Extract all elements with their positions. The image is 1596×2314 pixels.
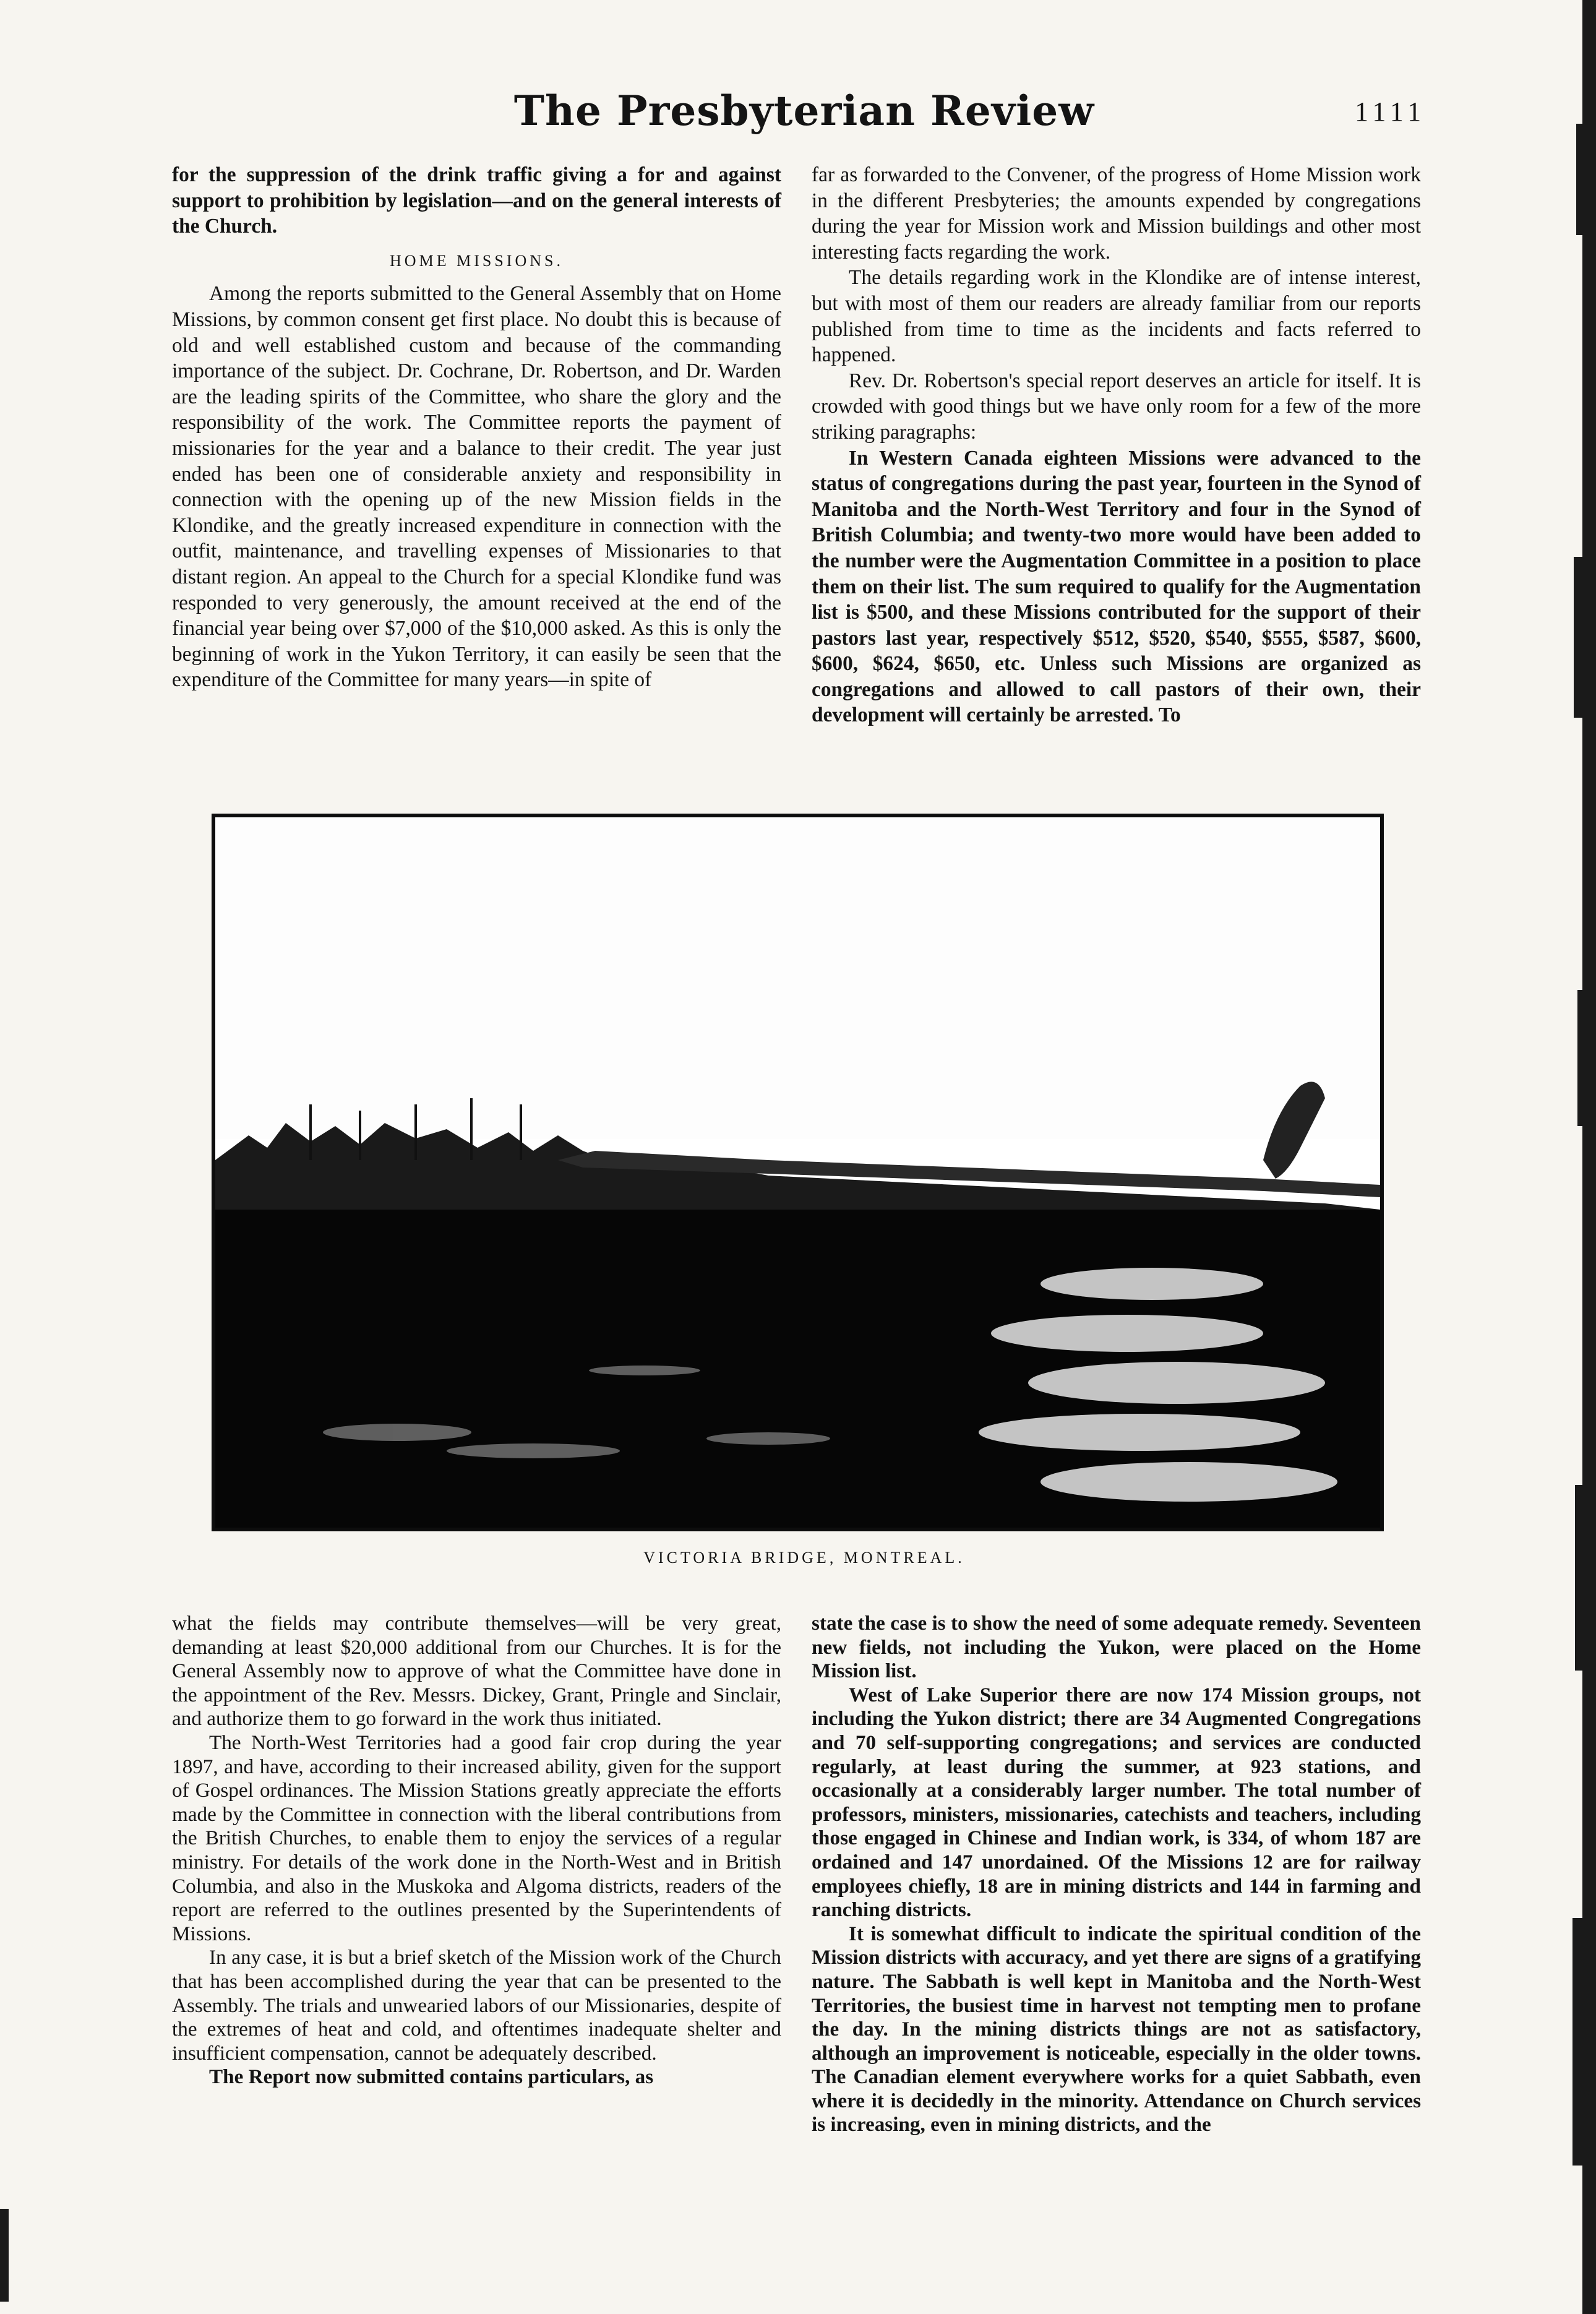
- bridge-photograph: [212, 814, 1384, 1531]
- paragraph: The details regarding work in the Klondike are of intense interest, but with most of them our readers are already familiar from our reports published from time to time as the incidents and facts referred to happened.: [812, 266, 1421, 367]
- paragraph: for the suppression of the drink traffic giving a for and against support to prohibition by legislation—and on the general interests of the Church.: [172, 163, 781, 238]
- column-top-right: [812, 162, 1421, 728]
- scan-edge-left: [0, 2209, 17, 2302]
- column-top-left: [172, 162, 781, 693]
- paragraph: Among the reports submitted to the General Assembly that on Home Missions, by common consent get first place. No doubt this is because of old and well established custom and because of the commanding importance of the subject. Dr. Cochrane, Dr. Robertson, and Dr. Warden are the leading spirits of the Committee, who share the glory and the responsibility of the work. The Committee reports the payment of missionaries for the year and a balance to their credit. The year just ended has been one of considerable anxiety and responsibility in connection with the opening up of the new Mission fields in the Klondike, and the greatly increased expenditure in connection with the outfit, maintenance, and travelling expenses of Missionaries to that distant region. An appeal to the Church for a special Klondike fund was responded to very generously, the amount received at the end of the financial year being over $7,000 of the $10,000 asked. As this is only the beginning of work in the Yukon Territory, it can easily be seen that the expenditure of the Committee for many years—in spite of: [172, 282, 781, 692]
- paragraph: In any case, it is but a brief sketch of the Mission work of the Church that has been accomplished during the year that can be presented to the Assembly. The trials and unwearied labors of our Missionaries, despite of the extremes of heat and cold, and oftentimes inadequate shelter and insufficient compensation, cannot be adequately described.: [172, 1946, 781, 2065]
- paragraph-quote: In Western Canada eighteen Missions were advanced to the status of congregations during the past year, fourteen in the Synod of Manitoba and the North-West Territory and four in the Synod of British Columbia; and twenty-two more would have been added to the number were the Augmentation Committee in a position to place them on their list. The sum required to qualify for the Augmentation list is $500, and these Missions contributed for the support of their pastors last year, respectively $512, $520, $540, $555, $587, $600, $600, $624, $650, etc. Unless such Missions are organized as congregations and allowed to call pastors of their own, their development will certainly be arrested. To: [812, 446, 1421, 727]
- page-number: 1111: [1355, 97, 1427, 127]
- section-heading: HOME MISSIONS.: [390, 251, 564, 270]
- paragraph-quote: It is somewhat difficult to indicate the spiritual condition of the Mission districts with accuracy, and yet there are signs of a gratifying nature. The Sabbath is well kept in Manitoba and the North-West Territories, the busiest time in harvest not tempting men to profane the day. In the mining districts things are not as satisfactory, although an improvement is noticeable, especially in the older towns. The Canadian element everywhere works for a quiet Sabbath, even where it is decidedly in the minority. Attendance on Church services is increasing, even in mining districts, and the: [812, 1922, 1421, 2136]
- paragraph: what the fields may contribute themselves—will be very great, demanding at least $20,000 additional from our Churches. It is for the General Assembly now to approve of what the Committee have done in the appointment of the Rev. Messrs. Dickey, Grant, Pringle and Sinclair, and authorize them to go forward in the work thus initiated.: [172, 1612, 781, 1731]
- masthead: The Presbyterian Review: [513, 87, 1095, 135]
- photo-caption: VICTORIA BRIDGE, MONTREAL.: [643, 1549, 965, 1567]
- paragraph-quote: state the case is to show the need of some adequate remedy. Seventeen new fields, not including the Yukon, were placed on the Home Mission list.: [812, 1612, 1421, 1683]
- column-bottom-left: [172, 1612, 781, 2089]
- scan-edge-right: [1571, 0, 1596, 2314]
- paragraph: The Report now submitted contains particulars, as: [209, 2065, 654, 2089]
- paragraph: Rev. Dr. Robertson's special report deserves an article for itself. It is crowded with good things but we have only room for a few of the more striking paragraphs:: [812, 369, 1421, 444]
- column-bottom-right: [812, 1612, 1421, 2137]
- paragraph: far as forwarded to the Convener, of the progress of Home Mission work in the different Presbyteries; the amounts expended by congregations during the year for Mission work and Mission buildings and other most interesting facts regarding the work.: [812, 163, 1421, 264]
- paragraph: The North-West Territories had a good fair crop during the year 1897, and have, according to their increased ability, given for the support of Gospel ordinances. The Mission Stations greatly appreciate the efforts made by the Committee in connection with the liberal contributions from the British Churches, to enable them to enjoy the services of a regular ministry. For details of the work done in the North-West and in British Columbia, and also in the Muskoka and Algoma districts, readers of the report are referred to the outlines presented by the Superintendents of Missions.: [172, 1731, 781, 1945]
- paragraph-quote: West of Lake Superior there are now 174 Mission groups, not including the Yukon district; there are 34 Augmented Congregations and 70 self-supporting congregations; and services are conducted regularly, at least during the summer, at 923 stations, and occasionally at a considerably larger number. The total number of professors, ministers, missionaries, catechists and teachers, including those engaged in Chinese and Indian work, is 334, of whom 187 are ordained and 147 unordained. Of the Missions 12 are for railway employees chiefly, 18 are in mining districts and 144 in farming and ranching districts.: [812, 1683, 1421, 1922]
